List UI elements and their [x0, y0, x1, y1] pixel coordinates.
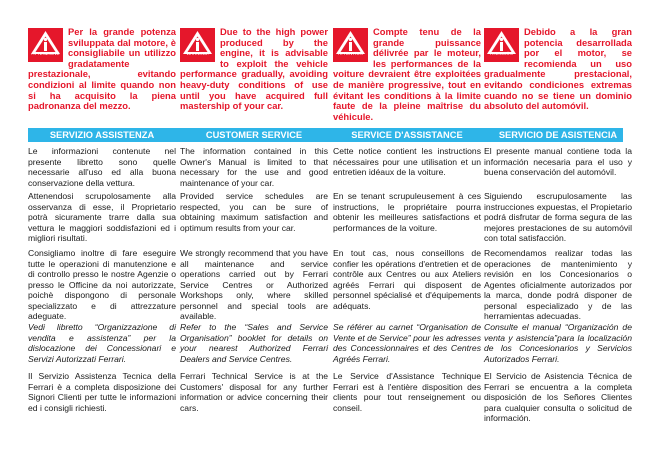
paragraph-spanish: Recomendamos realizar todas las operaciones de mantenimiento y revisión en los Concesionarios o Agentes oficialmente autorizados por la marca, donde podrá disponer de personal especializado y de las herramientas adecuadas. [484, 248, 632, 321]
warning-triangle-icon [333, 28, 368, 62]
warning-text: Compte tenu de la grande puissance délivrée par le moteur, les performances de la voiture devraient être exploitées de manière progressive, tout en évitant les conditions à la limite faute de la pleine maîtrise du véhicule. [333, 26, 481, 122]
section-header-french: SERVICE D'ASSISTANCE [351, 130, 463, 140]
paragraph-italian: Le informazioni contenute nel presente libretto sono quelle necessarie all'uso ed alla buona conservazione della vettura. [28, 146, 176, 188]
paragraph-english: We strongly recommend that you have all maintenance and service operations carried out by Ferrari Service Centres or Authorized Workshops only, where skilled personnel and special tools are available. [180, 248, 328, 321]
paragraph-english: Ferrari Technical Service is at the Customers' disposal for any further information or advice concerning their cars. [180, 371, 328, 413]
warning-text: Due to the high power produced by the engine, it is advisable to exploit the vehicle performance gradually, avoiding heavy-duty conditions of use until you have acquired full mastership of your car. [180, 26, 328, 112]
warning-triangle-icon [180, 28, 215, 62]
warning-label: ATTENTION [338, 51, 363, 57]
paragraph-french: En se tenant scrupuleusement à ces instructions, le propriétaire pourra obtenir les meilleures satisfactions et performances de la voiture. [333, 191, 481, 233]
warning-label: WARNING! [186, 51, 209, 57]
warning-text: Debido a la gran potencia desarrollada por el motor, se recomienda un uso gradualmente prestacional, evitando condiciones extremas cuando no se tiene un dominio absoluto del automóvil. [484, 26, 632, 112]
warning-french [333, 27, 481, 122]
warning-triangle-icon [484, 28, 519, 62]
paragraph-italian: Vedi libretto “Organizzazione di vendita e assistenza” per la dislocazione dei Concessionari e Servizi Autorizzati Ferrari. [28, 322, 176, 364]
paragraph-italian: Il Servizio Assistenza Tecnica della Ferrari è a completa disposizione dei Signori Clienti per tutte le informazioni ed i consigli richiesti. [28, 371, 176, 413]
paragraph-french: En tout cas, nous conseillons de confier les opérations d'entretien et de contrôle aux Centres ou aux Ateliers agréés Ferrari qui disposent de personnel spécialisé et d'équipements adéquats. [333, 248, 481, 311]
paragraph-spanish: Siguiendo escrupulosamente las instrucciones expuestas, el Propietario podrá disfrutar de forma segura de las mejores prestaciones de su automóvil con total satisfacción. [484, 191, 632, 243]
paragraph-italian: Consigliamo inoltre di fare eseguire tutte le operazioni di manutenzione e di controllo presso le nostre Agenzie o presso le Officine da noi autorizzate, poichè dispongono di personale specializzato e di attrezzature adeguate. [28, 248, 176, 321]
paragraph-english: Provided service schedules are respected, you can be sure of obtaining maximum satisfaction and optimum results from your car. [180, 191, 328, 233]
paragraph-spanish: El Servicio de Asistencia Técnica de Ferrari se encuentra a la completa disposición de los Señores Clientes para cualquier consulta o solicitud de información. [484, 371, 632, 423]
warning-text: Per la grande potenza sviluppata dal motore, è consigliabile un utilizzo gradatamente prestazionale, evitando condizioni al limite quando non si ha acquisito la piena padronanza del mezzo. [28, 26, 176, 112]
paragraph-spanish: Consulte el manual “Organización de venta y asistencia”para la localización de los Concesionarios y Servicios Autorizados Ferrari. [484, 322, 632, 364]
warning-label: ATENCIÓN [490, 51, 513, 57]
section-header-english: CUSTOMER SERVICE [205, 130, 303, 140]
warning-english [180, 27, 328, 112]
paragraph-french: Cette notice contient les instructions nécessaires pour une utilisation et un entretien idéaux de la voiture. [333, 146, 481, 177]
section-header-italian: SERVIZIO ASSISTENZA [49, 130, 155, 140]
section-header-spanish: SERVICIO DE ASISTENCIA [498, 130, 618, 140]
warning-italian [28, 27, 176, 112]
paragraph-spanish: El presente manual contiene toda la información necesaria para el uso y buena conservación del automóvil. [484, 146, 632, 177]
paragraph-italian: Attenendosi scrupolosamente alla osservanza di esse, il Proprietario potrà sicuramente trarre dalla sua vettura le maggiori soddisfazioni ed i migliori risultati. [28, 191, 176, 243]
paragraph-french: Le Service d'Assistance Technique Ferrari est à l'entière disposition des clients pour tout renseignement ou conseil. [333, 371, 481, 413]
warning-triangle-icon [28, 28, 63, 62]
paragraph-french: Se référer au carnet “Organisation de Vente et de Service” pour les adresses des Concessionnaires et des Centres Agréés Ferrari. [333, 322, 481, 364]
paragraph-english: The information contained in this Owner's Manual is limited to that necessary for the use and good maintenance of your car. [180, 146, 328, 188]
warning-spanish [484, 27, 632, 112]
warning-label: ATTENZIONE [31, 51, 60, 57]
paragraph-english: Refer to the “Sales and Service Organisation” booklet for details on your nearest Authorized Ferrari Dealers and Service Centres. [180, 322, 328, 364]
